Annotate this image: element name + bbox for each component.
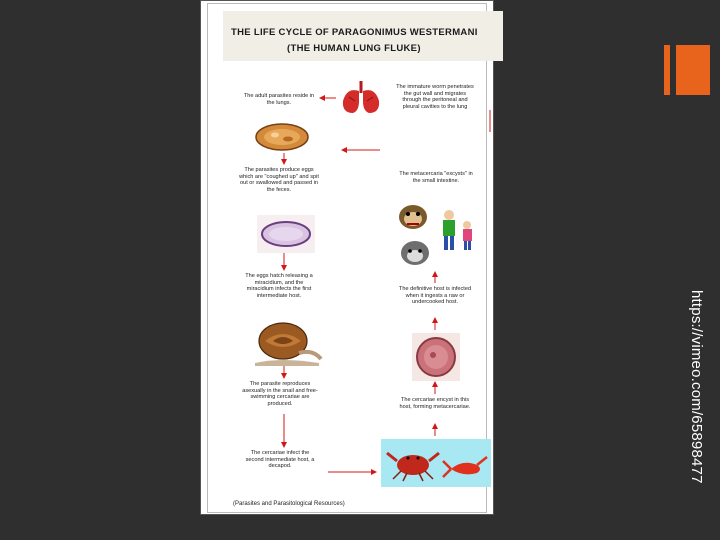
step-eggs-caption: The parasites produce eggs which are "coughed up" and spit out or swallowed and passed in the feces. [239,167,319,194]
step-snail-caption: The parasite reproduces asexually in the snail and free-swimming cercariae are produced. [242,381,318,408]
vimeo-link[interactable]: https://vimeo.com/65898477 [688,290,705,484]
step-definitive-host-caption: The definitive host is infected when it ingests a raw or undercooked host. [398,286,472,306]
step-encyst-caption: The cercariae encyst in this host, forming metacercariae. [399,397,471,410]
accent-bar-thin [664,45,670,95]
step-adult-caption: The adult parasites reside in the lungs. [243,93,315,106]
figure-subtitle: (THE HUMAN LUNG FLUKE) [287,43,421,54]
cycle-arrows [200,0,494,515]
step-decapod-caption: The cercariae infect the second intermediate host, a decapod. [245,450,315,470]
accent-bar-wide [676,45,710,95]
step-hatch-caption: The eggs hatch releasing a miracidium, and the miracidium infects the first intermediate host. [245,273,313,300]
figure-title: THE LIFE CYCLE OF PARAGONIMUS WESTERMANI [231,27,478,38]
step-excyst-caption: The metacercaria "excysts" in the small intestine. [399,171,473,184]
step-migration-caption: The immature worm penetrates the gut wall and migrates through the peritoneal and pleural cavities to the lung [396,84,474,111]
figure-source: (Parasites and Parasitological Resources) [233,501,345,507]
